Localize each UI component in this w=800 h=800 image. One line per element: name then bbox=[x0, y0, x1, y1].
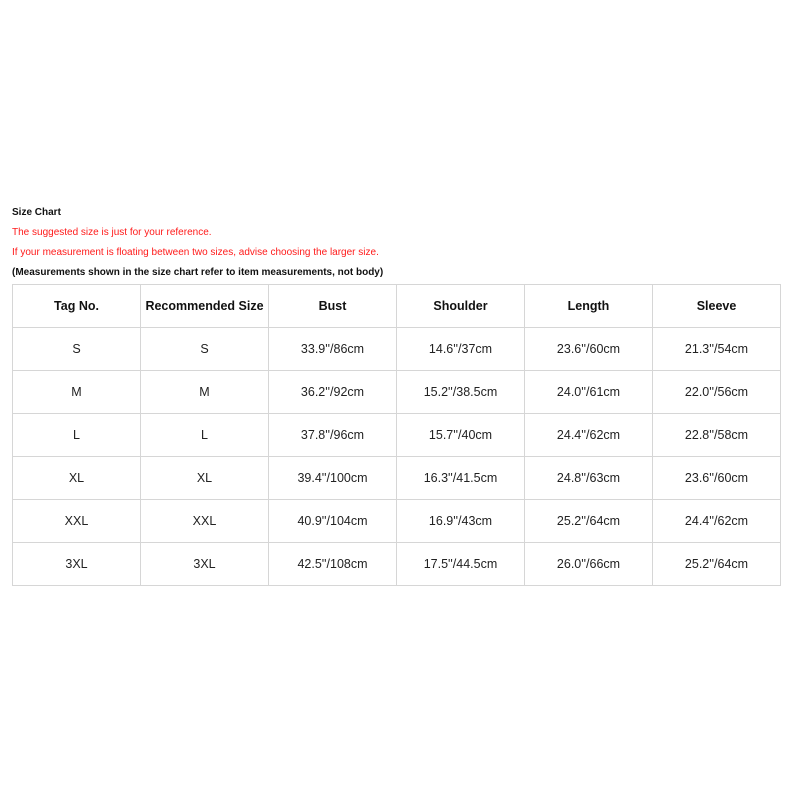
cell-sleeve: 24.4''/62cm bbox=[653, 500, 781, 543]
cell-bust: 42.5''/108cm bbox=[269, 543, 397, 586]
cell-sleeve: 21.3''/54cm bbox=[653, 328, 781, 371]
table-row bbox=[13, 414, 781, 457]
cell-recommended-size: 3XL bbox=[141, 543, 269, 586]
cell-shoulder: 17.5''/44.5cm bbox=[397, 543, 525, 586]
header-length: Length bbox=[525, 285, 653, 328]
cell-tag-no: S bbox=[13, 328, 141, 371]
table-row bbox=[13, 328, 781, 371]
cell-sleeve: 23.6''/60cm bbox=[653, 457, 781, 500]
cell-sleeve: 22.0''/56cm bbox=[653, 371, 781, 414]
larger-size-advice: If your measurement is floating between two sizes, advise choosing the larger size. bbox=[12, 247, 379, 258]
cell-length: 24.8''/63cm bbox=[525, 457, 653, 500]
reference-note: The suggested size is just for your reference. bbox=[12, 227, 212, 238]
cell-bust: 36.2''/92cm bbox=[269, 371, 397, 414]
size-chart-notes bbox=[12, 203, 772, 283]
cell-length: 24.0''/61cm bbox=[525, 371, 653, 414]
cell-length: 23.6''/60cm bbox=[525, 328, 653, 371]
cell-shoulder: 15.7''/40cm bbox=[397, 414, 525, 457]
cell-shoulder: 15.2''/38.5cm bbox=[397, 371, 525, 414]
cell-tag-no: XL bbox=[13, 457, 141, 500]
cell-sleeve: 25.2''/64cm bbox=[653, 543, 781, 586]
header-recommended-size: Recommended Size bbox=[141, 285, 269, 328]
table-row bbox=[13, 457, 781, 500]
table-row bbox=[13, 543, 781, 586]
cell-shoulder: 16.3''/41.5cm bbox=[397, 457, 525, 500]
cell-shoulder: 14.6''/37cm bbox=[397, 328, 525, 371]
header-tag-no: Tag No. bbox=[13, 285, 141, 328]
header-bust: Bust bbox=[269, 285, 397, 328]
cell-shoulder: 16.9''/43cm bbox=[397, 500, 525, 543]
size-chart-title: Size Chart bbox=[12, 207, 61, 218]
cell-length: 24.4''/62cm bbox=[525, 414, 653, 457]
cell-recommended-size: M bbox=[141, 371, 269, 414]
cell-tag-no: M bbox=[13, 371, 141, 414]
cell-recommended-size: S bbox=[141, 328, 269, 371]
cell-bust: 37.8''/96cm bbox=[269, 414, 397, 457]
cell-bust: 40.9''/104cm bbox=[269, 500, 397, 543]
cell-recommended-size: XL bbox=[141, 457, 269, 500]
cell-bust: 33.9''/86cm bbox=[269, 328, 397, 371]
cell-tag-no: 3XL bbox=[13, 543, 141, 586]
cell-bust: 39.4''/100cm bbox=[269, 457, 397, 500]
cell-sleeve: 22.8''/58cm bbox=[653, 414, 781, 457]
table-row bbox=[13, 500, 781, 543]
cell-length: 25.2''/64cm bbox=[525, 500, 653, 543]
measurement-disclaimer: (Measurements shown in the size chart refer to item measurements, not body) bbox=[12, 267, 384, 278]
cell-length: 26.0''/66cm bbox=[525, 543, 653, 586]
size-chart-table bbox=[12, 284, 781, 586]
cell-recommended-size: XXL bbox=[141, 500, 269, 543]
header-sleeve: Sleeve bbox=[653, 285, 781, 328]
table-header-row bbox=[13, 285, 781, 328]
table-row bbox=[13, 371, 781, 414]
cell-recommended-size: L bbox=[141, 414, 269, 457]
cell-tag-no: XXL bbox=[13, 500, 141, 543]
header-shoulder: Shoulder bbox=[397, 285, 525, 328]
cell-tag-no: L bbox=[13, 414, 141, 457]
